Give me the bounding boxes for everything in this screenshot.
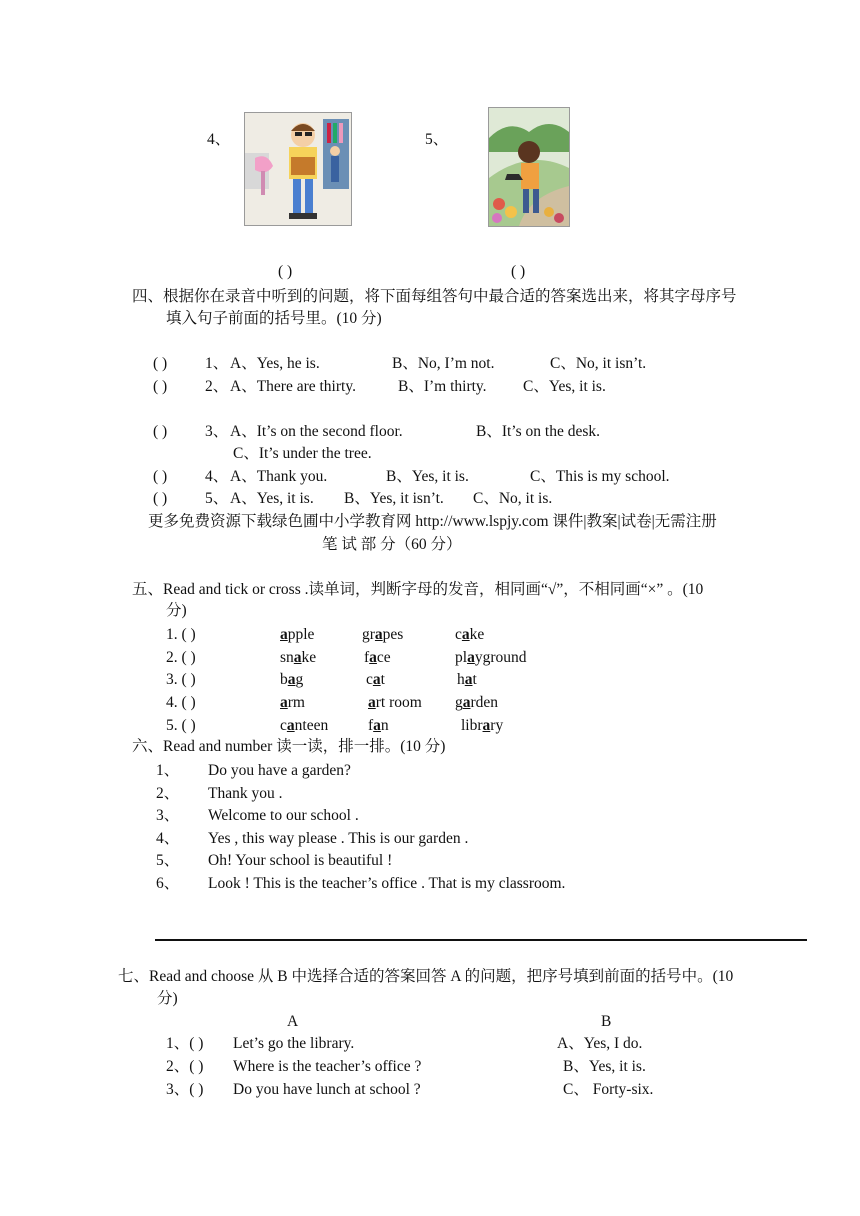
word-suffix: pple bbox=[287, 626, 315, 643]
boy-watering-garden-icon bbox=[488, 107, 570, 227]
word bbox=[366, 670, 385, 690]
list-item-number: 2、 bbox=[156, 785, 180, 802]
target-letter: a bbox=[373, 717, 381, 734]
option-c: C、It’s under the tree. bbox=[233, 445, 372, 462]
item-number: 1、 bbox=[205, 355, 229, 372]
option-a: A、Yes, it is. bbox=[230, 490, 314, 507]
word bbox=[280, 693, 305, 713]
section-4-title: 四、根据你在录音中听到的问题，将下面每组答句中最合适的答案选出来，将其字母序号 bbox=[132, 288, 737, 305]
promo-banner: 更多免费资源下载绿色圃中小学教育网 http://www.lspjy.com 课件|教案|试卷|无需注册 bbox=[148, 513, 717, 530]
word-prefix: sn bbox=[280, 649, 294, 666]
word bbox=[455, 693, 498, 713]
item-number: 5、 bbox=[205, 490, 229, 507]
word bbox=[280, 716, 328, 736]
target-letter: a bbox=[461, 626, 470, 643]
answer-paren[interactable]: ( ) bbox=[153, 468, 168, 485]
question-text: Do you have lunch at school ? bbox=[233, 1081, 421, 1098]
list-item: Look ! This is the teacher’s office . That is my classroom. bbox=[208, 875, 566, 892]
target-letter: a bbox=[372, 671, 381, 688]
picture-4-number: 4、 bbox=[207, 131, 231, 148]
written-part-heading: 笔 试 部 分（60 分） bbox=[322, 536, 462, 553]
answer-paren[interactable]: ( ) bbox=[153, 378, 168, 395]
row-number-paren[interactable]: 2. ( ) bbox=[166, 649, 196, 666]
word-suffix: g bbox=[295, 671, 304, 688]
picture-5-number: 5、 bbox=[425, 131, 449, 148]
word-suffix: ry bbox=[490, 717, 504, 734]
word bbox=[368, 693, 422, 713]
target-letter: a bbox=[280, 694, 288, 711]
word-suffix: n bbox=[380, 717, 389, 734]
option-c: C、No, it isn’t. bbox=[550, 355, 647, 372]
list-item: Oh! Your school is beautiful ! bbox=[208, 852, 393, 869]
section-5-title: 五、Read and tick or cross .读单词，判断字母的发音，相同画“√”，不相同画“×” 。(10 bbox=[132, 581, 704, 598]
word bbox=[362, 625, 403, 645]
section-4-title-cont: 填入句子前面的括号里。(10 分) bbox=[166, 310, 382, 327]
list-item-number: 5、 bbox=[156, 852, 180, 869]
option-c: C、Yes, it is. bbox=[523, 378, 606, 395]
list-item-number: 3、 bbox=[156, 807, 180, 824]
option-a: A、It’s on the second floor. bbox=[230, 423, 403, 440]
answer-paren[interactable]: ( ) bbox=[153, 355, 168, 372]
answer-option: C、 Forty-six. bbox=[563, 1081, 654, 1098]
list-item: Thank you . bbox=[208, 785, 283, 802]
option-c: C、No, it is. bbox=[473, 490, 553, 507]
answer-line[interactable] bbox=[155, 939, 807, 941]
target-letter: a bbox=[287, 671, 296, 688]
target-letter: a bbox=[467, 649, 475, 666]
row-number-paren[interactable]: 5. ( ) bbox=[166, 717, 196, 734]
word bbox=[461, 716, 503, 736]
question-text: Where is the teacher’s office ? bbox=[233, 1058, 422, 1075]
list-item: Welcome to our school . bbox=[208, 807, 359, 824]
target-letter: a bbox=[280, 626, 288, 643]
section-5-title-cont: 分) bbox=[166, 602, 187, 619]
word bbox=[364, 648, 391, 668]
word-suffix: rden bbox=[470, 694, 499, 711]
list-item-number: 4、 bbox=[156, 830, 180, 847]
target-letter: a bbox=[464, 671, 473, 688]
option-a: A、There are thirty. bbox=[230, 378, 356, 395]
row-number-paren[interactable]: 3、( ) bbox=[166, 1081, 204, 1098]
word-suffix: rm bbox=[287, 694, 305, 711]
row-number-paren[interactable]: 1、( ) bbox=[166, 1035, 204, 1052]
question-text: Let’s go the library. bbox=[233, 1035, 355, 1052]
word bbox=[457, 670, 477, 690]
word bbox=[455, 648, 526, 668]
column-b-header: B bbox=[601, 1013, 612, 1030]
row-number-paren[interactable]: 3. ( ) bbox=[166, 671, 196, 688]
option-b: B、I’m thirty. bbox=[398, 378, 487, 395]
section-7-title: 七、Read and choose 从 B 中选择合适的答案回答 A 的问题，把序号填到前面的括号中。(10 bbox=[118, 968, 734, 985]
word-suffix: ke bbox=[469, 626, 485, 643]
target-letter: a bbox=[286, 717, 295, 734]
answer-option: B、Yes, it is. bbox=[563, 1058, 646, 1075]
option-a: A、Yes, he is. bbox=[230, 355, 320, 372]
picture-4-answer-paren[interactable]: ( ) bbox=[278, 263, 293, 280]
word-prefix: c bbox=[366, 671, 373, 688]
word-suffix: nteen bbox=[294, 717, 329, 734]
word-prefix: c bbox=[280, 717, 287, 734]
word-prefix: f bbox=[368, 717, 374, 734]
picture-5-answer-paren[interactable]: ( ) bbox=[511, 263, 526, 280]
word-prefix: h bbox=[457, 671, 465, 688]
list-item-number: 1、 bbox=[156, 762, 180, 779]
word-suffix: ke bbox=[301, 649, 317, 666]
option-b: B、Yes, it isn’t. bbox=[344, 490, 444, 507]
answer-paren[interactable]: ( ) bbox=[153, 423, 168, 440]
list-item: Yes , this way please . This is our garden . bbox=[208, 830, 469, 847]
target-letter: a bbox=[368, 694, 376, 711]
row-number-paren[interactable]: 4. ( ) bbox=[166, 694, 196, 711]
word-prefix: gr bbox=[362, 626, 375, 643]
column-a-header: A bbox=[287, 1013, 299, 1030]
row-number-paren[interactable]: 2、( ) bbox=[166, 1058, 204, 1075]
word-prefix: libr bbox=[461, 717, 483, 734]
option-b: B、No, I’m not. bbox=[392, 355, 495, 372]
word bbox=[280, 670, 303, 690]
section-6-title: 六、Read and number 读一读，排一排。(10 分) bbox=[132, 738, 446, 755]
option-b: B、Yes, it is. bbox=[386, 468, 469, 485]
boy-in-library-icon bbox=[244, 112, 352, 226]
list-item-number: 6、 bbox=[156, 875, 180, 892]
word bbox=[280, 648, 316, 668]
list-item: Do you have a garden? bbox=[208, 762, 351, 779]
item-number: 2、 bbox=[205, 378, 229, 395]
option-c: C、This is my school. bbox=[530, 468, 670, 485]
word-prefix: f bbox=[364, 649, 370, 666]
section-7-title-cont: 分) bbox=[157, 990, 178, 1007]
answer-option: A、Yes, I do. bbox=[557, 1035, 643, 1052]
word-suffix: t bbox=[380, 671, 385, 688]
item-number: 3、 bbox=[205, 423, 229, 440]
word bbox=[280, 625, 314, 645]
word-suffix: pes bbox=[382, 626, 404, 643]
answer-paren[interactable]: ( ) bbox=[153, 490, 168, 507]
target-letter: a bbox=[369, 649, 377, 666]
word bbox=[368, 716, 389, 736]
row-number-paren[interactable]: 1. ( ) bbox=[166, 626, 196, 643]
target-letter: a bbox=[374, 626, 383, 643]
word-suffix: ce bbox=[376, 649, 391, 666]
word-prefix: pl bbox=[455, 649, 468, 666]
target-letter: a bbox=[462, 694, 471, 711]
word-suffix: rt room bbox=[375, 694, 422, 711]
word-suffix: t bbox=[472, 671, 477, 688]
word-prefix: g bbox=[455, 694, 463, 711]
word-prefix: c bbox=[455, 626, 462, 643]
item-number: 4、 bbox=[205, 468, 229, 485]
option-b: B、It’s on the desk. bbox=[476, 423, 600, 440]
word-suffix: yground bbox=[474, 649, 527, 666]
word-prefix: b bbox=[280, 671, 288, 688]
option-a: A、Thank you. bbox=[230, 468, 328, 485]
word bbox=[455, 625, 484, 645]
target-letter: a bbox=[293, 649, 302, 666]
target-letter: a bbox=[482, 717, 491, 734]
